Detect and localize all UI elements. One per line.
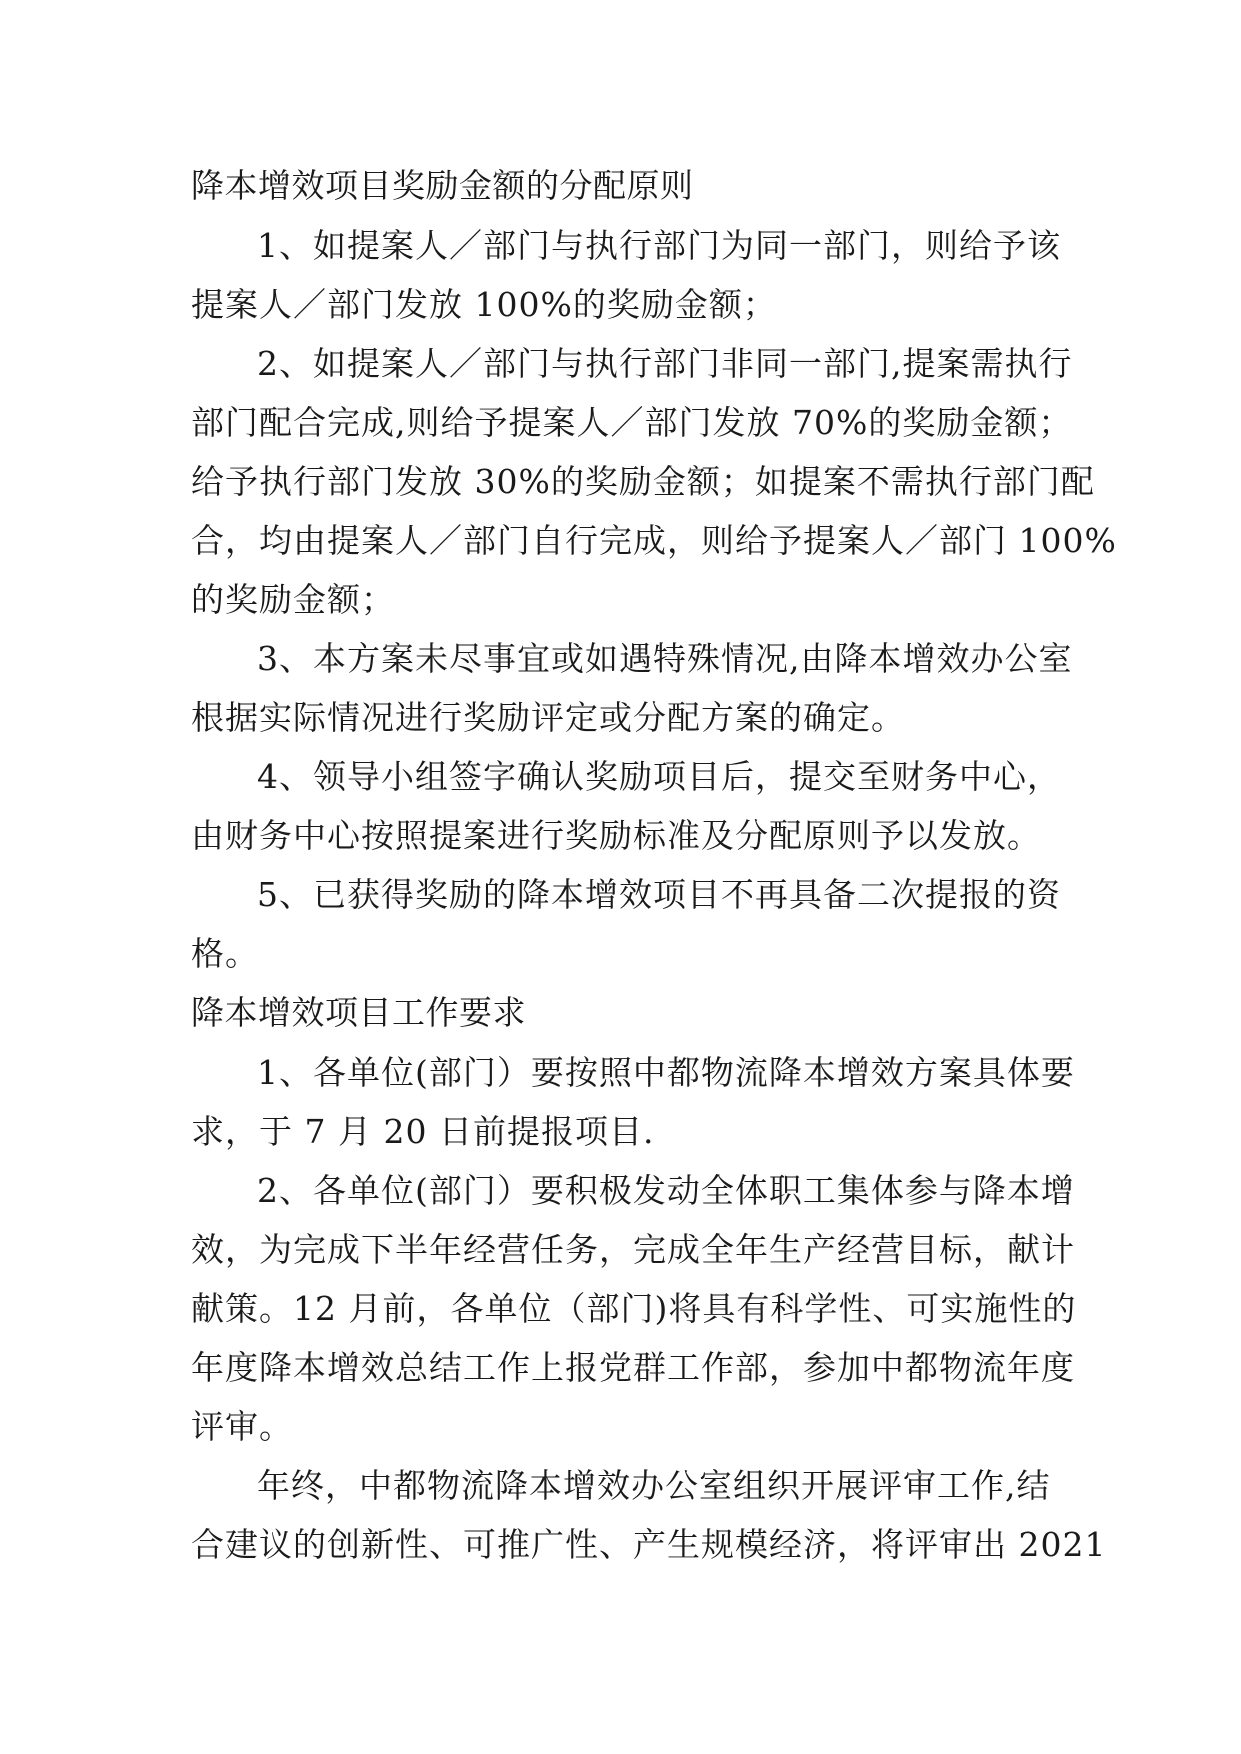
section-heading-reward-distribution: 降本增效项目奖励金额的分配原则	[191, 166, 694, 205]
paragraph-line: 部门配合完成,则给予提案人／部门发放 70%的奖励金额；	[191, 403, 1073, 442]
paragraph-line: 评审。	[191, 1407, 293, 1446]
paragraph-rule-2	[191, 334, 1117, 629]
paragraph-line: 根据实际情况进行奖励评定或分配方案的确定。	[191, 698, 905, 737]
paragraph-line: 1、如提案人／部门与执行部门为同一部门，则给予该	[257, 226, 1061, 265]
document-body	[191, 156, 1117, 1574]
paragraph-rule-5	[191, 865, 1071, 983]
paragraph-year-end-review	[191, 1456, 1107, 1574]
paragraph-requirement-2	[191, 1161, 1077, 1456]
paragraph-line: 1、各单位(部门）要按照中都物流降本增效方案具体要	[257, 1053, 1075, 1092]
paragraph-line: 5、已获得奖励的降本增效项目不再具备二次提报的资	[257, 875, 1061, 914]
paragraph-line: 由财务中心按照提案进行奖励标准及分配原则予以发放。	[191, 816, 1041, 855]
paragraph-line: 效，为完成下半年经营任务，完成全年生产经营目标，献计	[191, 1230, 1075, 1269]
paragraph-rule-3	[191, 629, 1071, 747]
paragraph-line: 2、各单位(部门）要积极发动全体职工集体参与降本增	[257, 1171, 1075, 1210]
paragraph-line: 提案人／部门发放 100%的奖励金额；	[191, 285, 777, 324]
paragraph-line: 2、如提案人／部门与执行部门非同一部门,提案需执行	[257, 344, 1073, 383]
paragraph-line: 的奖励金额；	[191, 580, 395, 619]
paragraph-line: 合建议的创新性、可推广性、产生规模经济，将评审出 2021	[191, 1525, 1107, 1564]
paragraph-rule-4	[191, 747, 1071, 865]
paragraph-line: 给予执行部门发放 30%的奖励金额；如提案不需执行部门配	[191, 462, 1095, 501]
paragraph-line: 3、本方案未尽事宜或如遇特殊情况,由降本增效办公室	[257, 639, 1073, 678]
paragraph-line: 格。	[191, 934, 259, 973]
section-heading-work-requirements: 降本增效项目工作要求	[191, 993, 526, 1032]
paragraph-line: 求，于 7 月 20 日前提报项目.	[191, 1112, 655, 1151]
paragraph-line: 年度降本增效总结工作上报党群工作部，参加中都物流年度	[191, 1348, 1075, 1387]
paragraph-line: 献策。12 月前，各单位（部门)将具有科学性、可实施性的	[191, 1289, 1077, 1328]
paragraph-line: 4、领导小组签字确认奖励项目后，提交至财务中心，	[257, 757, 1061, 796]
paragraph-line: 合，均由提案人／部门自行完成，则给予提案人／部门 100%	[191, 521, 1117, 560]
paragraph-line: 年终，中都物流降本增效办公室组织开展评审工作,结	[257, 1466, 1051, 1505]
paragraph-rule-1	[191, 216, 1071, 334]
paragraph-requirement-1	[191, 1043, 1075, 1161]
